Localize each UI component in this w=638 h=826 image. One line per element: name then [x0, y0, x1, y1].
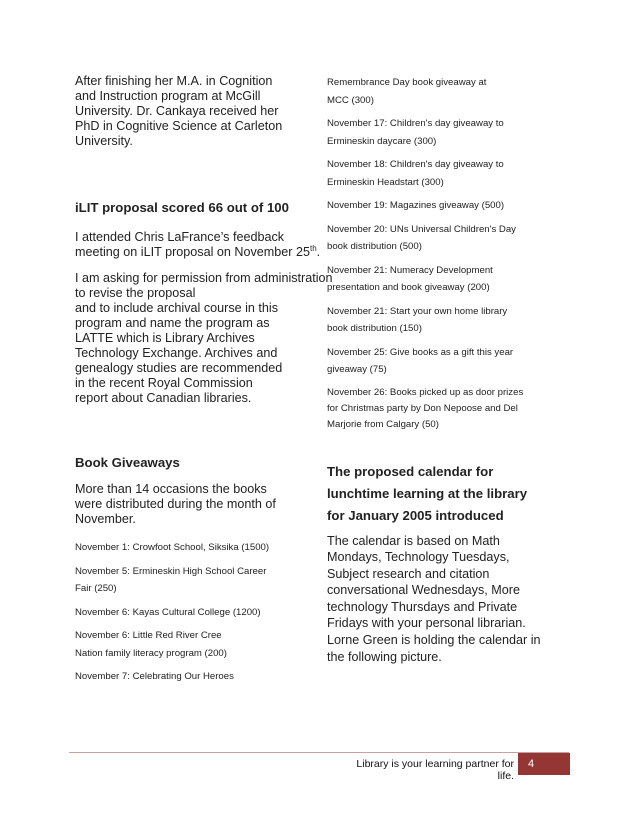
intro-paragraph	[75, 74, 315, 149]
giveaway-item: Remembrance Day book giveaway at MCC (300)	[327, 77, 487, 106]
intro-line: and Instruction program at McGill	[75, 89, 261, 103]
ilit-heading: iLIT proposal scored 66 out of 100	[75, 200, 289, 215]
giveaways-heading: Book Giveaways	[75, 455, 180, 470]
giveaway-item: November 21: Numeracy Development presentation and book giveaway (200)	[327, 264, 493, 293]
giveaway-item: November 1: Crowfoot School, Siksika (1500)	[75, 542, 270, 553]
ilit-paragraph-1: I attended Chris LaFrance’s feedback meeting on iLIT proposal on November 25th.	[75, 230, 321, 259]
giveaway-item: November 6: Kayas Cultural College (1200)	[75, 606, 261, 618]
giveaway-item: November 19: Magazines giveaway (500)	[327, 200, 505, 211]
intro-line: PhD in Cognitive Science at Carleton	[75, 119, 283, 133]
calendar-paragraph: The calendar is based on Math Mondays, Technology Tuesdays, Subject research and citation conversational Wednesdays, More technology Thursdays and Private Fridays with your personal librarian. Lorne Green is holding the calendar in the following picture.	[327, 533, 541, 664]
page-number: 4	[518, 753, 570, 775]
giveaway-item: November 25: Give books as a gift this year giveaway (75)	[327, 346, 514, 375]
footer-tagline: Library is your learning partner for life.	[356, 758, 514, 782]
giveaway-item: November 20: UNs Universal Children's Day book distribution (500)	[327, 223, 516, 252]
ilit-paragraph-2: I am asking for permission from administration to revise the proposal and to include archival course in this program and name the program as LATTE which is Library Archives Technology Exchange. Archives and genealogy studies are recommended in the recent Royal Commission report about Canadian libraries.	[75, 271, 333, 405]
giveaway-item: November 18: Children's day giveaway to Ermineskin Headstart (300)	[327, 159, 504, 188]
giveaway-item: November 17: Children's day giveaway to Ermineskin daycare (300)	[327, 118, 504, 147]
giveaway-item: November 26: Books picked up as door prizes for Christmas party by Don Nepoose and Del Marjorie from Calgary (50)	[327, 386, 524, 430]
giveaway-item: November 6: Little Red River Cree Nation family literacy program (200)	[75, 630, 227, 659]
intro-line: University.	[75, 134, 133, 148]
giveaway-item: November 21: Start your own home library book distribution (150)	[327, 305, 508, 334]
giveaway-item: November 7: Celebrating Our Heroes	[75, 671, 234, 682]
left-column	[75, 74, 333, 692]
intro-line: University. Dr. Cankaya received her	[75, 104, 279, 118]
intro-line: After finishing her M.A. in Cognition	[75, 74, 273, 88]
giveaways-intro: More than 14 occasions the books were distributed during the month of November.	[75, 482, 276, 526]
calendar-heading: The proposed calendar for lunchtime learning at the library for January 2005 introduced	[327, 463, 528, 523]
giveaway-item: November 5: Ermineskin High School Career Fair (250)	[75, 565, 267, 594]
right-column	[327, 74, 589, 665]
footer-rule	[69, 752, 569, 753]
